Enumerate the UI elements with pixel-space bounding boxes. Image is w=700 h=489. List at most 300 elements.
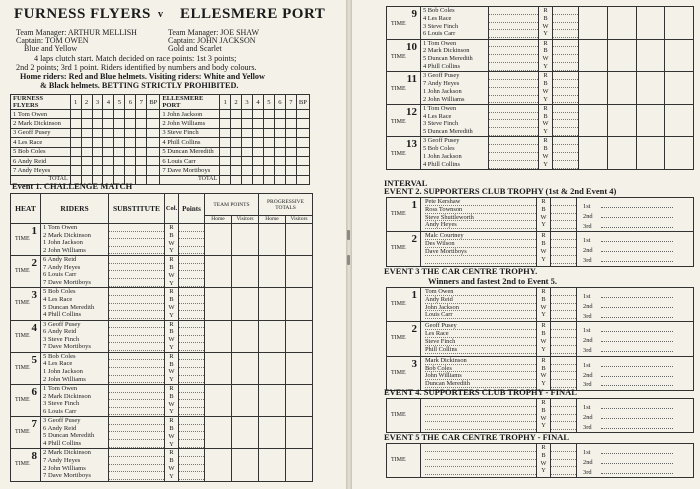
team-score-cell: [579, 39, 608, 72]
rules-line-2: 2nd 2 points; 3rd 1 point. Riders identified by numbers and body colours.: [16, 63, 257, 72]
team-score-cell: [579, 137, 608, 170]
score-cell: [274, 119, 285, 128]
heat-number-cell: [11, 320, 41, 352]
points-cell: [551, 399, 577, 433]
points-cell: [553, 104, 579, 137]
colour-code: Y: [169, 247, 174, 255]
colour-codes-cell: [539, 72, 553, 105]
riders-cell: [41, 384, 109, 416]
team-score-cell: [286, 224, 313, 256]
score-cell: [242, 119, 253, 128]
roster-row: [11, 128, 310, 137]
score-cell: [285, 119, 296, 128]
team-score-cell: [286, 352, 313, 384]
time-label: TIME: [15, 236, 30, 242]
rider-name: Bob Coles: [425, 365, 536, 373]
score-cell: [136, 156, 147, 165]
colour-code: W: [168, 400, 175, 408]
grid-col-header: BP: [147, 95, 160, 110]
colour-codes-cell: [165, 417, 179, 449]
colour-code: W: [542, 55, 549, 63]
riders-cell: [41, 352, 109, 384]
race-row: [387, 232, 694, 266]
colour-code: W: [168, 368, 175, 376]
score-cell: [70, 138, 81, 147]
colour-codes-cell: [165, 224, 179, 256]
heat-row: [11, 449, 313, 481]
grid-col-header: 3: [242, 95, 253, 110]
team-score-cell: [259, 320, 286, 352]
score-cell: [231, 175, 242, 184]
heat-number: 3: [31, 289, 37, 302]
substitute-cell: [109, 417, 165, 449]
colour-code: Y: [541, 467, 546, 475]
score-cell: [103, 119, 114, 128]
riders-cell: [421, 444, 537, 478]
heat-col-header: HEAT: [11, 194, 41, 224]
rider-name: 6 Louis Carr: [423, 30, 456, 38]
rider-name: 3 Steve Finch: [423, 120, 459, 128]
team-score-cell: [579, 72, 608, 105]
colour-code: B: [541, 330, 546, 338]
score-cell: [263, 147, 274, 156]
rider-name: Mark Dickinson: [425, 357, 536, 365]
placings-cell: [577, 444, 694, 478]
rider-name: 3 Steve Finch: [43, 400, 80, 408]
grid-col-header: 3: [92, 95, 103, 110]
heats-9-13-table: [386, 6, 694, 170]
colour-code: R: [543, 39, 548, 47]
points-cell: [179, 224, 205, 256]
event-5-heading: EVENT 5 THE CAR CENTRE TROPHY - FINAL: [384, 432, 570, 442]
prog-visitors-header: Visitors: [286, 216, 313, 224]
rider-name: 2 Mark Dickinson: [43, 449, 91, 457]
roster-row: [11, 138, 310, 147]
colour-codes-cell: [537, 232, 551, 266]
colour-code: R: [541, 356, 546, 364]
placings-cell: [577, 232, 694, 266]
score-cell: [136, 110, 147, 119]
team-score-cell: [579, 7, 608, 40]
riders-cell: [421, 399, 537, 433]
score-cell: [231, 128, 242, 137]
place-label: 2nd: [583, 458, 593, 466]
score-cell: [147, 119, 160, 128]
rider-name: 6 Andy Reid: [43, 328, 77, 336]
time-label: TIME: [391, 412, 406, 418]
score-cell: [125, 138, 136, 147]
team-score-cell: [286, 256, 313, 288]
heat-number: 6: [31, 385, 37, 398]
rider-name: 7 Andy Heyes: [43, 263, 81, 271]
score-cell: [296, 110, 309, 119]
colour-codes-cell: [539, 39, 553, 72]
score-cell: [242, 175, 253, 184]
colour-code: Y: [543, 30, 548, 38]
colour-code: B: [169, 296, 174, 304]
rider-name: 4 Phill Collins: [423, 62, 460, 70]
riders-cell: [41, 320, 109, 352]
rules-line-1: 4 laps clutch start. Match decided on race points: 1st 3 points;: [34, 54, 237, 63]
place-label: 3rd: [583, 312, 592, 320]
heat-row: [11, 224, 313, 256]
colour-code: W: [542, 22, 549, 30]
home-rider-name: 5 Bob Coles: [11, 147, 71, 156]
score-cell: [125, 119, 136, 128]
colour-code: Y: [541, 380, 546, 388]
heat-row: [387, 39, 694, 72]
event-2-races: [386, 197, 694, 267]
heat-row: [387, 104, 694, 137]
score-cell: [296, 138, 309, 147]
team-score-cell: [665, 7, 694, 40]
rider-name: [425, 256, 536, 264]
roster-row: [11, 166, 310, 175]
team-score-cell: [259, 288, 286, 320]
place-label: 1st: [583, 361, 591, 369]
score-cell: [92, 138, 103, 147]
rider-name: Tom Owen: [425, 288, 536, 296]
rider-name: 7 Andy Heyes: [423, 79, 460, 87]
time-label: TIME: [391, 118, 406, 125]
score-cell: [263, 166, 274, 175]
score-cell: [220, 138, 231, 147]
substitute-cell: [489, 137, 539, 170]
rider-name: 1 Tom Owen: [423, 104, 457, 112]
score-cell: [136, 138, 147, 147]
grid-col-header: 5: [263, 95, 274, 110]
colour-code: R: [541, 232, 546, 240]
rider-name: 1 Tom Owen: [423, 39, 457, 47]
rider-name: 4 Phill Collins: [43, 311, 82, 319]
event-4-race: [386, 398, 694, 433]
place-label: 1st: [583, 293, 591, 300]
colour-codes-cell: [539, 104, 553, 137]
team-score-cell: [232, 384, 259, 416]
heat-number-cell: [387, 137, 421, 170]
time-label: TIME: [15, 268, 30, 275]
home-rider-name: 1 Tom Owen: [11, 110, 71, 119]
place-label: 3rd: [583, 222, 592, 230]
score-cell: [296, 175, 309, 184]
grid-col-header: 7: [136, 95, 147, 110]
heat-number-cell: [11, 256, 41, 288]
score-cell: [70, 147, 81, 156]
score-cell: [263, 138, 274, 147]
heat-number: 13: [406, 138, 417, 151]
away-rider-name: 5 Duncan Meredith: [160, 147, 220, 156]
substitute-cell: [489, 104, 539, 137]
score-cell: [253, 156, 264, 165]
time-label: TIME: [391, 301, 406, 307]
rider-name: Andy Reid: [425, 296, 536, 304]
home-total-label: TOTAL: [11, 175, 71, 184]
score-cell: [81, 138, 92, 147]
heat-number: 8: [31, 450, 37, 463]
time-label: TIME: [15, 332, 30, 339]
versus-label: v: [158, 9, 163, 20]
away-colours: Gold and Scarlet: [168, 44, 222, 53]
colour-code: B: [541, 451, 546, 459]
substitute-cell: [109, 256, 165, 288]
score-cell: [274, 147, 285, 156]
colour-codes-cell: [537, 444, 551, 478]
away-total-label: TOTAL: [160, 175, 220, 184]
colour-codes-cell: [165, 352, 179, 384]
heat-row: [387, 137, 694, 170]
substitute-cell: [489, 7, 539, 40]
riders-cell: [421, 137, 489, 170]
colour-code: R: [169, 449, 174, 457]
score-cell: [231, 110, 242, 119]
heat-number-cell: [387, 7, 421, 40]
colour-code: B: [169, 424, 174, 432]
place-label: 2nd: [583, 302, 593, 310]
score-cell: [285, 156, 296, 165]
team-score-cell: [232, 224, 259, 256]
rider-name: Des Wilson: [425, 240, 536, 248]
home-rider-name: 3 Geoff Pusey: [11, 128, 71, 137]
colour-codes-cell: [537, 356, 551, 390]
colour-code: W: [542, 152, 549, 160]
rider-name: 1 John Jackson: [423, 87, 462, 95]
heat-number-cell: [387, 72, 421, 105]
colour-code: B: [169, 360, 174, 368]
rider-name: 2 Mark Dickinson: [423, 47, 470, 55]
points-cell: [551, 444, 577, 478]
team-score-cell: [205, 320, 232, 352]
place-label: 1st: [583, 327, 591, 335]
score-cell: [147, 110, 160, 119]
substitute-cell: [109, 449, 165, 481]
team-score-cell: [232, 449, 259, 481]
home-manager: Team Manager: ARTHUR MELLISH: [16, 28, 137, 37]
score-cell: [296, 166, 309, 175]
rider-name: 5 Duncan Meredith: [43, 303, 95, 311]
heat-score-table: [10, 193, 313, 482]
score-cell: [136, 147, 147, 156]
score-cell: [263, 175, 274, 184]
rider-name: 2 John Williams: [43, 246, 86, 254]
team-score-cell: [636, 39, 665, 72]
race-number-cell: [387, 322, 421, 356]
colour-code: R: [543, 137, 548, 145]
colour-code: R: [543, 104, 548, 112]
rider-name: 1 Tom Owen: [43, 224, 78, 231]
grid-col-header: 6: [125, 95, 136, 110]
team-score-cell: [607, 7, 636, 40]
score-cell: [114, 138, 125, 147]
score-cell: [285, 166, 296, 175]
colour-code: B: [543, 112, 548, 120]
colour-codes-cell: [537, 288, 551, 322]
colour-codes-cell: [165, 449, 179, 481]
colour-code: Y: [169, 343, 174, 351]
points-cell: [553, 137, 579, 170]
team-score-cell: [636, 137, 665, 170]
place-label: 2nd: [583, 337, 593, 345]
home-roster-header: FURNESS FLYERS: [11, 95, 71, 110]
left-page: [0, 0, 346, 489]
rider-name: 6 Louis Carr: [43, 407, 77, 415]
rider-name: 4 Les Race: [423, 14, 452, 22]
team-score-cell: [259, 417, 286, 449]
rider-name: 7 Dave Mortiboys: [43, 278, 91, 286]
score-cell: [220, 156, 231, 165]
colour-code: Y: [169, 408, 174, 416]
colour-code: R: [169, 288, 174, 296]
home-rider-name: 4 Les Race: [11, 138, 71, 147]
colour-code: R: [169, 256, 174, 264]
score-cell: [147, 128, 160, 137]
score-cell: [92, 147, 103, 156]
riders-cell: [421, 356, 537, 390]
score-cell: [285, 110, 296, 119]
time-label: TIME: [391, 245, 406, 252]
rider-name: 2 John Williams: [43, 464, 86, 472]
team-score-cell: [607, 72, 636, 105]
score-cell: [114, 110, 125, 119]
time-label: TIME: [391, 369, 406, 376]
heat-number-cell: [387, 39, 421, 72]
rider-name: 5 Bob Coles: [43, 352, 76, 360]
score-cell: [103, 110, 114, 119]
roster-row: [11, 156, 310, 165]
time-label: TIME: [15, 300, 30, 307]
score-cell: [231, 147, 242, 156]
colour-code: R: [541, 322, 546, 330]
rider-name: Dave Mortiboys: [425, 248, 536, 256]
team-score-cell: [259, 352, 286, 384]
team-score-cell: [286, 417, 313, 449]
time-label: TIME: [391, 53, 406, 60]
team-visitors-header: Visitors: [232, 216, 259, 224]
score-cell: [220, 128, 231, 137]
colour-code: Y: [169, 376, 174, 384]
event-3-subheading: Winners and fastest 2nd to Event 5.: [428, 276, 558, 286]
score-cell: [70, 166, 81, 175]
score-cell: [103, 156, 114, 165]
score-cell: [296, 147, 309, 156]
score-cell: [253, 128, 264, 137]
points-cell: [553, 7, 579, 40]
points-col-header: Points: [179, 194, 205, 224]
heat-number-cell: [387, 104, 421, 137]
rules-line-4: & Black helmets. BETTING STRICTLY PROHIBITED.: [40, 81, 239, 90]
rider-name: 2 Mark Dickinson: [43, 231, 91, 239]
heat-row: [11, 384, 313, 416]
colour-code: W: [168, 336, 175, 344]
heat-row: [11, 256, 313, 288]
away-rider-name: 3 Steve Finch: [160, 128, 220, 137]
race-row: [387, 322, 694, 356]
roster-row: [11, 119, 310, 128]
heat-row: [387, 72, 694, 105]
colour-code: W: [540, 337, 547, 345]
score-cell: [253, 175, 264, 184]
race-number-cell: [387, 444, 421, 478]
colour-code: B: [541, 205, 546, 213]
race-number-cell: [387, 288, 421, 322]
points-cell: [179, 449, 205, 481]
colour-code: Y: [169, 311, 174, 319]
time-label: TIME: [391, 151, 406, 158]
heat-number: 4: [31, 321, 37, 334]
riders-cell: [421, 232, 537, 266]
rider-name: 1 John Jackson: [43, 239, 83, 247]
race-row: [387, 444, 694, 478]
score-cell: [285, 175, 296, 184]
score-cell: [263, 110, 274, 119]
score-cell: [274, 138, 285, 147]
score-cell: [253, 147, 264, 156]
score-cell: [242, 128, 253, 137]
colour-code: Y: [169, 440, 174, 448]
team-score-cell: [232, 256, 259, 288]
time-label: TIME: [15, 396, 30, 403]
heat-row: [11, 417, 313, 449]
team-score-cell: [232, 320, 259, 352]
team-score-cell: [232, 288, 259, 320]
roster-row: [11, 147, 310, 156]
colour-code: B: [169, 328, 174, 336]
score-cell: [253, 166, 264, 175]
colour-code: R: [169, 384, 174, 392]
points-cell: [551, 288, 577, 322]
score-cell: [92, 128, 103, 137]
colour-code: W: [540, 372, 547, 380]
away-rider-name: 4 Phill Collins: [160, 138, 220, 147]
team-score-cell: [232, 352, 259, 384]
score-cell: [81, 166, 92, 175]
heat-number-cell: [11, 417, 41, 449]
rider-name: 4 Les Race: [423, 112, 452, 120]
points-cell: [551, 232, 577, 266]
score-cell: [103, 166, 114, 175]
colour-codes-cell: [537, 198, 551, 232]
colour-code: B: [543, 47, 548, 55]
team-score-cell: [286, 384, 313, 416]
substitute-cell: [109, 384, 165, 416]
score-cell: [81, 119, 92, 128]
score-cell: [274, 110, 285, 119]
home-captain: Captain: TOM OWEN: [16, 36, 89, 45]
colour-code: R: [169, 417, 174, 425]
race-row: [387, 288, 694, 322]
colour-code: B: [169, 263, 174, 271]
score-cell: [220, 147, 231, 156]
away-rider-name: 2 John Williams: [160, 119, 220, 128]
rider-name: John Jackson: [425, 304, 536, 312]
team-score-cell: [259, 449, 286, 481]
colour-code: W: [168, 432, 175, 440]
team-score-cell: [665, 137, 694, 170]
race-number: 1: [411, 199, 417, 211]
colour-codes-cell: [165, 256, 179, 288]
place-label: 1st: [583, 237, 591, 245]
heat-row: [11, 288, 313, 320]
colour-code: R: [541, 399, 546, 406]
points-cell: [551, 356, 577, 390]
time-label: TIME: [391, 86, 406, 93]
place-label: 2nd: [583, 247, 593, 255]
team-score-cell: [286, 320, 313, 352]
rider-name: 3 Geoff Pusey: [423, 72, 460, 80]
score-cell: [242, 166, 253, 175]
colour-code: W: [540, 459, 547, 467]
riders-cell: [41, 288, 109, 320]
colour-code: R: [169, 320, 174, 328]
